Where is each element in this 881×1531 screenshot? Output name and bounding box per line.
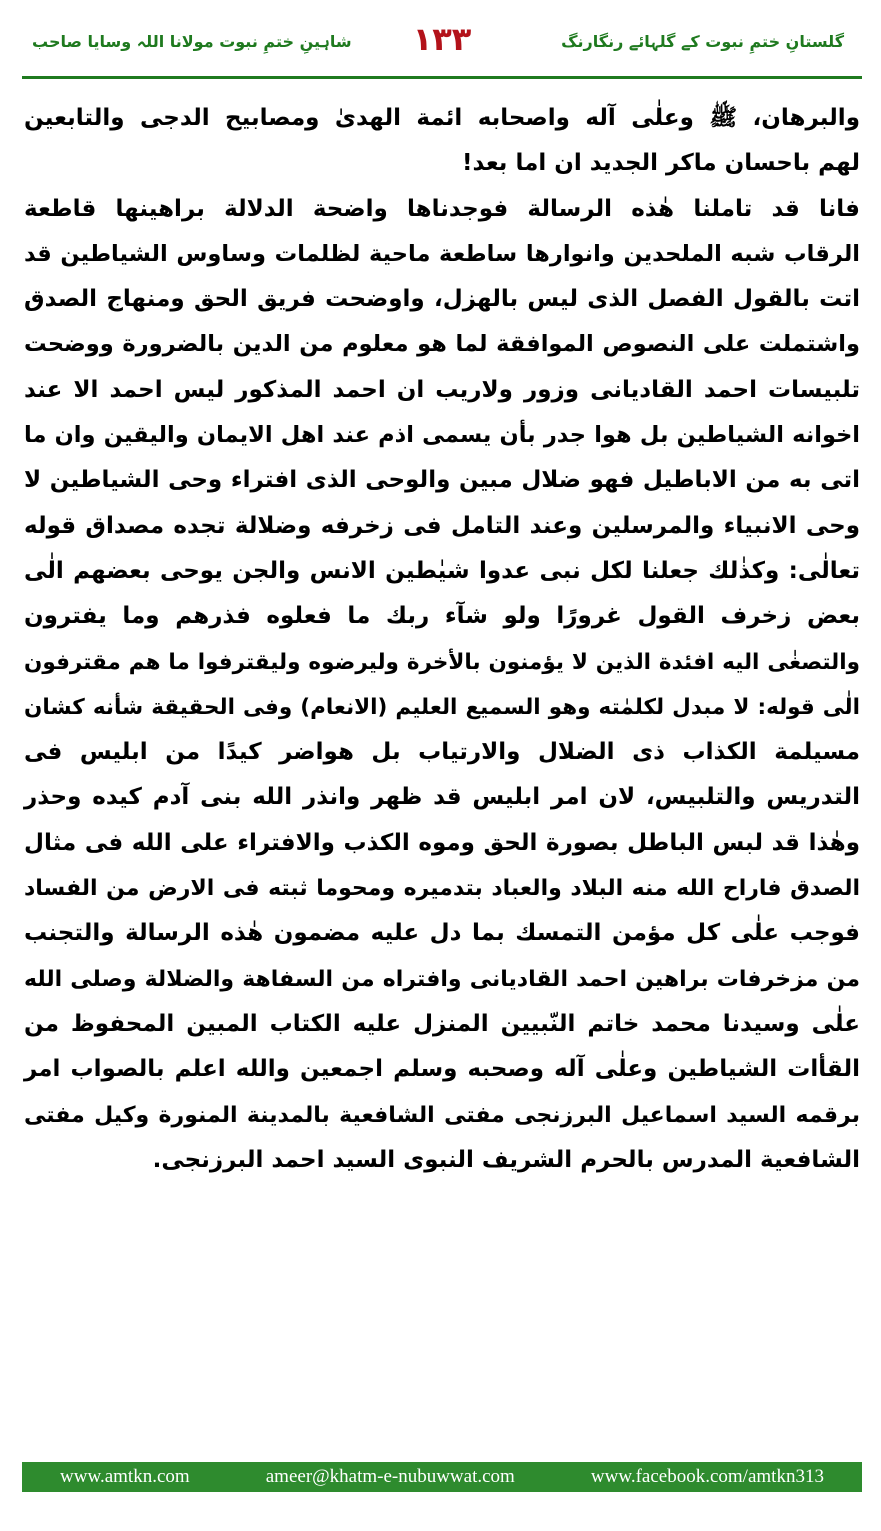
website-link[interactable]: www.amtkn.com (60, 1466, 190, 1487)
text-line: اخوانه الشياطين بل هوا جدر بأن يسمى اذم عند اهل الايمان واليقين وان ما (24, 422, 860, 449)
text-line: تلبيسات احمد القاديانى وزور ولاريب ان احمد المذكور ليس احمد الا عند (24, 376, 860, 403)
text-line: اتت بالقول الفصل الذى ليس بالهزل، واوضحت فريق الحق ومنهاج الصدق (24, 286, 860, 313)
text-line: تعالٰى: وكذٰلك جعلنا لكل نبى عدوا شيٰطين الانس والجن يوحى بعضهم الٰى (24, 557, 860, 584)
text-line: مسيلمة الكذاب ذى الضلال والارتياب بل هواضر كيدًا من ابليس فى (24, 739, 860, 766)
document-body (24, 96, 860, 1183)
text-line: وهٰذا قد لبس الباطل بصورة الحق وموه الكذب والافتراء على الله فى مثال (24, 829, 860, 856)
text-line: برقمه السيد اسماعيل البرزنجى مفتى الشافعية بالمدينة المنورة وكيل مفتى (24, 1102, 860, 1128)
email-link[interactable]: ameer@khatm-e-nubuwwat.com (265, 1466, 515, 1487)
page-header (22, 18, 862, 70)
book-title: گلستانِ ختمِ نبوت کے گلہائے رنگارنگ (561, 32, 844, 51)
footer-bar (22, 1462, 862, 1492)
text-line: من مزخرفات براهين احمد القاديانى وافتراه من السفاهة والضلالة وصلى الله (24, 966, 860, 992)
text-line: واشتملت على النصوص الموافقة لما هو معلوم من الدين بالضرورة ووضحت (24, 331, 860, 358)
text-line: الصدق فاراح الله منه البلاد والعباد بتدميره ومحوما ثبته فى الارض من الفساد (24, 876, 860, 902)
text-line: والتصغٰى اليه افئدة الذين لا يؤمنون بالأخرة وليرضوه وليقترفوا ما هم مقترفون (24, 649, 860, 675)
page-number: ۱۳۳ (412, 20, 472, 58)
text-line: فوجب علٰى كل مؤمن التمسك بما دل عليه مضمون هٰذه الرسالة والتجنب (24, 920, 860, 947)
text-line: لهم باحسان ماكر الجديد ان اما بعد! (462, 150, 860, 177)
text-line: اتى به من الاباطيل فهو ضلال مبين والوحى الذى افتراء وحى الشياطين لا (24, 467, 860, 494)
text-line: وحى الانبياء والمرسلين وعند التامل فى زخرفه وضلالة تجده مصداق قوله (24, 512, 860, 539)
text-line: بعض زخرف القول غرورًا ولو شآء ربك ما فعلوه فذرهم وما يفترون (24, 603, 860, 630)
text-line: والبرهان، ﷺ وعلٰى آله واصحابه ائمة الهدىٰ ومصابيح الدجى والتابعين (24, 105, 860, 131)
text-line: علٰى وسيدنا محمد خاتم النّبيين المنزل عليه الكتاب المبين المحفوظ من (24, 1010, 860, 1037)
author-title: شاہینِ ختمِ نبوت مولانا اللہ وسایا صاحب (32, 32, 352, 51)
facebook-link[interactable]: www.facebook.com/amtkn313 (590, 1466, 824, 1487)
text-line: القأات الشياطين وعلٰى آله وصحبه وسلم اجمعين والله اعلم بالصواب امر (24, 1056, 860, 1083)
text-line: فانا قد تاملنا هٰذه الرسالة فوجدناها واضحة الدلالة براهينها قاطعة (24, 195, 860, 222)
text-line: التدريس والتلبيس، لان امر ابليس قد ظهر وانذر الله بنى آدم كيده وحذر (24, 784, 860, 811)
text-line: الٰى قوله: لا مبدل لكلمٰته وهو السميع العليم (الانعام) وفى الحقيقة شأنه كشان (24, 694, 860, 720)
text-line: الشافعية المدرس بالحرم الشريف النبوى السيد احمد البرزنجى. (152, 1146, 860, 1173)
header-divider (22, 76, 862, 79)
text-line: الرقاب شبه الملحدين وانوارها ساطعة ماحية لظلمات وساوس الشياطين قد (24, 240, 860, 267)
